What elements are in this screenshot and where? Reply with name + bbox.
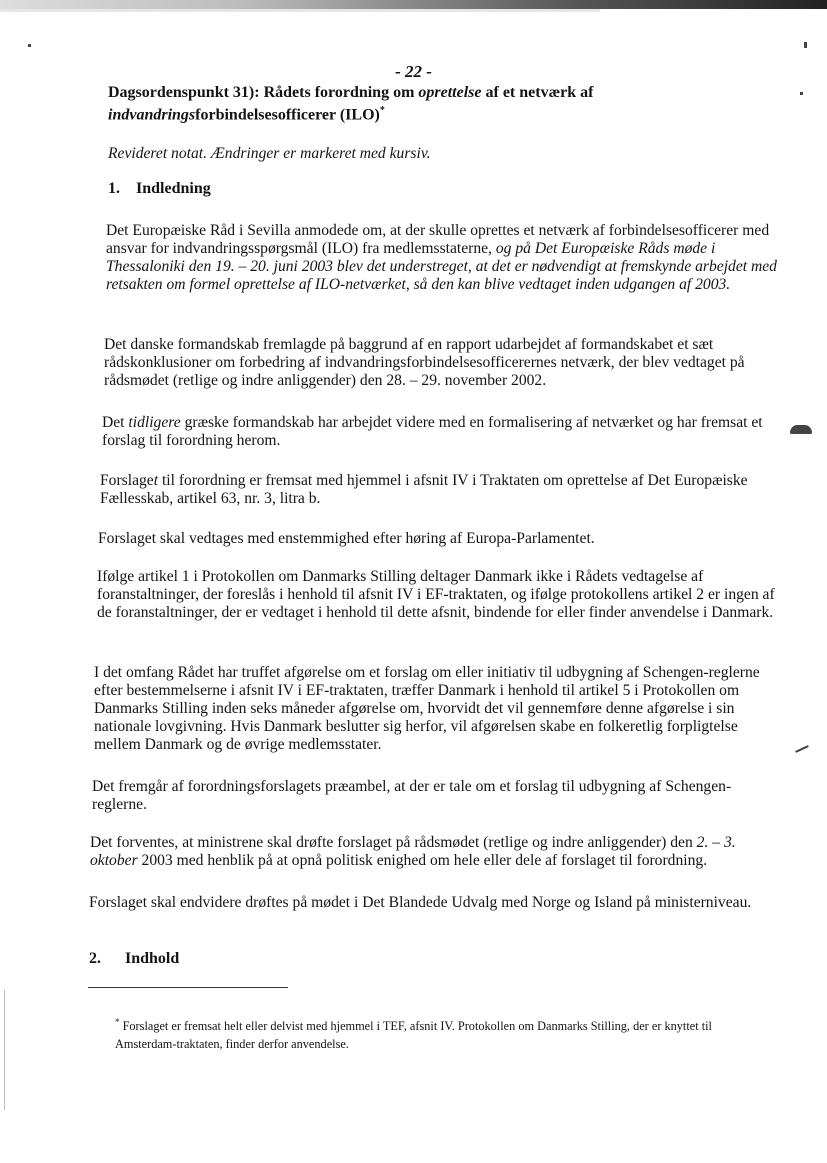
document-title: Dagsordenspunkt 31): Rådets forordning om oprettelse af et netværk af indvandringsforbindelsesofficerer (ILO)* — [108, 84, 594, 124]
paragraph-1: Det Europæiske Råd i Sevilla anmodede om, at der skulle oprettes et netværk af forbindelsesofficerer med ansvar for indvandringsspørgsmål (ILO) fra medlemsstaterne, og på Det Europæiske Råds møde i Thessaloniki den 19. – 20. juni 2003 blev det understreget, at det er nødvendigt at fremskynde arbejdet med retsakten om formel oprettelse af ILO-netværket, så den kan blive vedtaget inden udgangen af 2003. — [106, 222, 777, 293]
paragraph-6: Ifølge artikel 1 i Protokollen om Danmarks Stilling deltager Danmark ikke i Rådets vedtagelse af foranstaltninger, der foreslås i henhold til afsnit IV i EF-traktaten, og ifølge protokollens artikel 2 er ingen af de foranstaltninger, der er vedtaget i henhold til dette afsnit, bindende for eller finder anvendelse i Danmark. — [97, 568, 775, 621]
paragraph-9: Det forventes, at ministrene skal drøfte forslaget på rådsmødet (retlige og indre anliggender) den 2. – 3. oktober 2003 med henblik på at opnå politisk enighed om hele eller dele af forslaget til forordning. — [90, 834, 736, 869]
scan-stroke — [795, 745, 809, 753]
paragraph-3: Det tidligere græske formandskab har arbejdet videre med en formalisering af netværket og har fremsat et forslag til forordning herom. — [102, 414, 763, 449]
section-1-number: 1. — [108, 180, 120, 197]
scan-speck — [28, 44, 31, 47]
scan-blot — [790, 425, 812, 434]
paragraph-4: Forslaget til forordning er fremsat med hjemmel i afsnit IV i Traktaten om oprettelse af Det Europæiske Fællesskab, artikel 63, nr. 3, litra b. — [100, 472, 748, 507]
paragraph-10: Forslaget skal endvidere drøftes på mødet i Det Blandede Udvalg med Norge og Island på ministerniveau. — [89, 894, 752, 911]
section-2-heading — [89, 950, 179, 968]
scan-top-edge — [0, 0, 827, 9]
paragraph-7: I det omfang Rådet har truffet afgørelse om et forslag om eller initiativ til udbygning af Schengen-reglerne efter bestemmelserne i afsnit IV i EF-traktaten, træffer Danmark i henhold til artikel 5 i Protokollen om Danmarks Stilling inden seks måneder afgørelse om, hvorvidt det vil gennemføre denne afgørelse i sin nationale lovgivning. Hvis Danmark beslutter sig herfor, vil afgørelsen skabe en folkeretlig forpligtelse mellem Danmark og de øvrige medlemsstater. — [94, 664, 760, 753]
paragraph-5: Forslaget skal vedtages med enstemmighed efter høring af Europa-Parlamentet. — [98, 530, 595, 547]
page-number: - 22 - — [395, 62, 432, 81]
section-1-title: Indledning — [136, 180, 211, 197]
scan-speck — [804, 42, 807, 48]
footnote: * Forslaget er fremsat helt eller delvist med hjemmel i TEF, afsnit IV. Protokollen om Danmarks Stilling, der er knyttet til Amsterdam-traktaten, finder derfor anvendelse. — [115, 1017, 712, 1052]
footnote-separator — [88, 987, 288, 988]
revised-note: Revideret notat. Ændringer er markeret med kursiv. — [108, 145, 431, 162]
scan-top-edge-shadow — [0, 9, 600, 12]
paragraph-8: Det fremgår af forordningsforslagets præambel, at der er tale om et forslag til udbygning af Schengen-reglerne. — [92, 778, 732, 813]
paragraph-2: Det danske formandskab fremlagde på baggrund af en rapport udarbejdet af formandskabet et sæt rådskonklusioner om forbedring af indvandringsforbindelsesofficerernes netværk, der blev vedtaget på rådsmødet (retlige og indre anliggender) den 28. – 29. november 2002. — [104, 336, 745, 389]
section-1-heading — [108, 180, 211, 198]
scan-edge-line — [4, 990, 5, 1110]
scan-speck — [800, 92, 803, 95]
section-2-number: 2. — [89, 950, 101, 967]
section-2-title: Indhold — [125, 950, 180, 967]
